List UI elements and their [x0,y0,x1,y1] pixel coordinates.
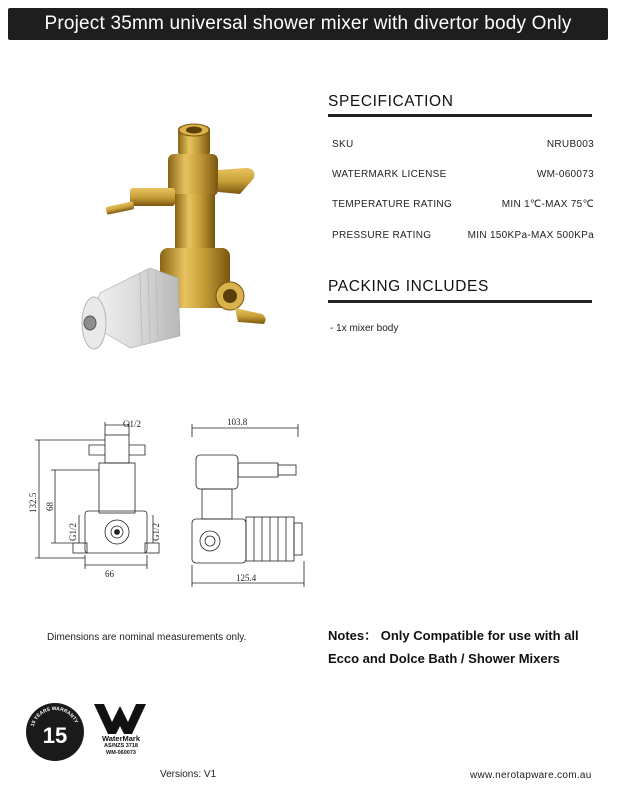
watermark-license: WM-060073 [106,749,136,756]
spec-label: SKU [332,139,354,150]
product-image [70,118,275,358]
spec-value: WM-060073 [536,169,594,180]
packing-heading: PACKING INCLUDES [328,278,489,295]
packing-rule [328,300,592,303]
warranty-badge-icon [25,702,85,762]
website-url: www.nerotapware.com.au [470,770,592,781]
spec-label: TEMPERATURE RATING [332,199,453,210]
dim-depth-bottom: 125.4 [236,573,257,583]
warranty-years: 15 [42,723,68,748]
spec-value: MIN 1℃-MAX 75℃ [501,199,594,210]
specification-heading: SPECIFICATION [328,93,454,110]
spec-label: WATERMARK LICENSE [332,169,447,180]
notes-line-2: Ecco and Dolce Bath / Shower Mixers [328,651,560,666]
warranty-arc-text: 15 YEARS WARRANTY [29,705,79,728]
dim-left-thread: G1/2 [68,523,78,541]
side-view-drawing [180,415,310,590]
packing-item: - 1x mixer body [330,323,399,334]
dimensions-note: Dimensions are nominal measurements only. [47,632,247,643]
version-label: Versions: V1 [160,769,217,780]
dim-right-thread: G1/2 [151,523,161,541]
specification-rule [328,114,592,117]
dim-width: 66 [105,569,114,579]
notes-line-1: Notes： Only Compatible for use with all [328,628,579,643]
spec-label: PRESSURE RATING [332,230,432,241]
dim-height: 132.5 [28,492,38,513]
dim-top-thread: G1/2 [123,419,141,429]
spec-value: MIN 150KPa-MAX 500KPa [467,230,594,241]
watermark-text [94,734,148,756]
compatibility-notes [328,624,608,670]
dim-inner-height: 68 [45,502,55,511]
spec-value: NRUB003 [546,139,594,150]
watermark-name: WaterMark [101,734,141,743]
watermark-standard: AS/NZS 3718 [104,743,138,749]
front-view-drawing [25,415,175,585]
dim-depth-top: 103.8 [227,417,248,427]
page-title: Project 35mm universal shower mixer with divertor body Only [8,8,608,40]
